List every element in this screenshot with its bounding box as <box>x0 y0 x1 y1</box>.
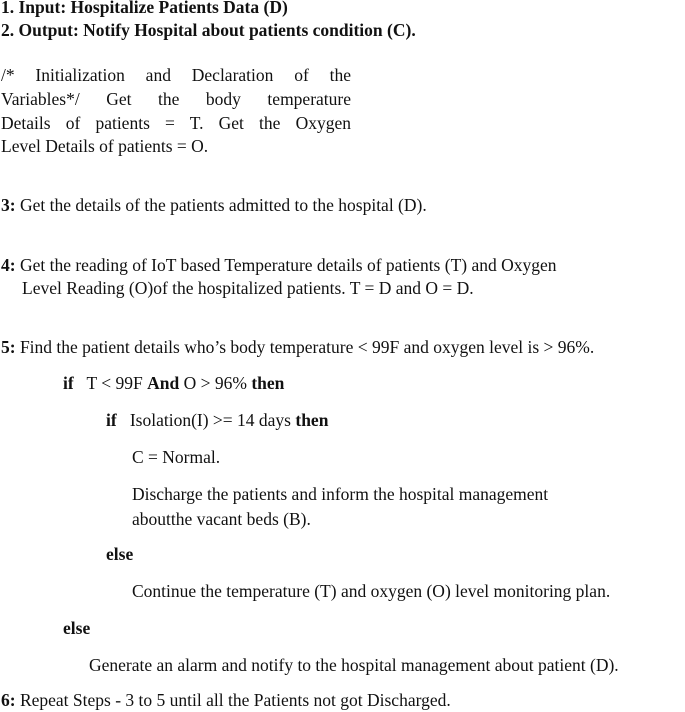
continue-line: Continue the temperature (T) and oxygen (O) level monitoring plan. <box>132 581 611 601</box>
init-line-3: Details of patients = T. Get the Oxygen <box>1 113 351 133</box>
outer-if-line <box>63 372 284 394</box>
if-keyword: if <box>63 373 74 393</box>
discharge-line-1: Discharge the patients and inform the hospital management <box>132 484 549 504</box>
then-keyword: then <box>251 373 285 393</box>
input-line <box>1 0 288 18</box>
input-number: 1. <box>1 0 15 17</box>
init-line-2: Variables*/ Get the body temperature <box>1 89 351 109</box>
init-line-1: /* Initialization and Declaration of the <box>1 65 351 85</box>
step-4-number: 4: <box>1 255 16 275</box>
output-text: Output: Notify Hospital about patients condition (C). <box>18 20 416 40</box>
oxygen-condition: O > 96% <box>183 373 247 393</box>
discharge-line-2: aboutthe vacant beds (B). <box>132 509 311 529</box>
inner-if-line <box>106 409 328 431</box>
outer-else: else <box>63 618 91 638</box>
input-text: Input: Hospitalize Patients Data (D) <box>18 0 288 17</box>
inner-else: else <box>106 544 134 564</box>
step-6 <box>1 689 451 711</box>
and-keyword: And <box>147 373 180 393</box>
step-4-text-1: Get the reading of IoT based Temperature details of patients (T) and Oxygen <box>19 255 557 275</box>
isolation-condition: Isolation(I) >= 14 days <box>129 410 291 430</box>
step-3 <box>1 194 427 216</box>
if-keyword: if <box>106 410 117 430</box>
temp-condition: T < 99F <box>86 373 143 393</box>
step-4-text-2: Level Reading (O)of the hospitalized patients. T = D and O = D. <box>22 278 474 298</box>
step-3-number: 3: <box>1 195 16 215</box>
normal-line: C = Normal. <box>132 447 221 467</box>
alarm-line: Generate an alarm and notify to the hospital management about patient (D). <box>89 655 619 675</box>
step-5-text: Find the patient details who’s body temperature < 99F and oxygen level is > 96%. <box>19 337 595 357</box>
then-keyword: then <box>295 410 329 430</box>
step-6-number: 6: <box>1 690 16 710</box>
step-5-number: 5: <box>1 337 16 357</box>
init-line-4: Level Details of patients = O. <box>1 136 209 156</box>
step-6-text: Repeat Steps - 3 to 5 until all the Patients not got Discharged. <box>19 690 451 710</box>
step-4 <box>1 254 557 276</box>
step-5 <box>1 336 594 358</box>
output-number: 2. <box>1 20 15 40</box>
step-3-text: Get the details of the patients admitted to the hospital (D). <box>19 195 427 215</box>
output-line <box>1 19 416 41</box>
